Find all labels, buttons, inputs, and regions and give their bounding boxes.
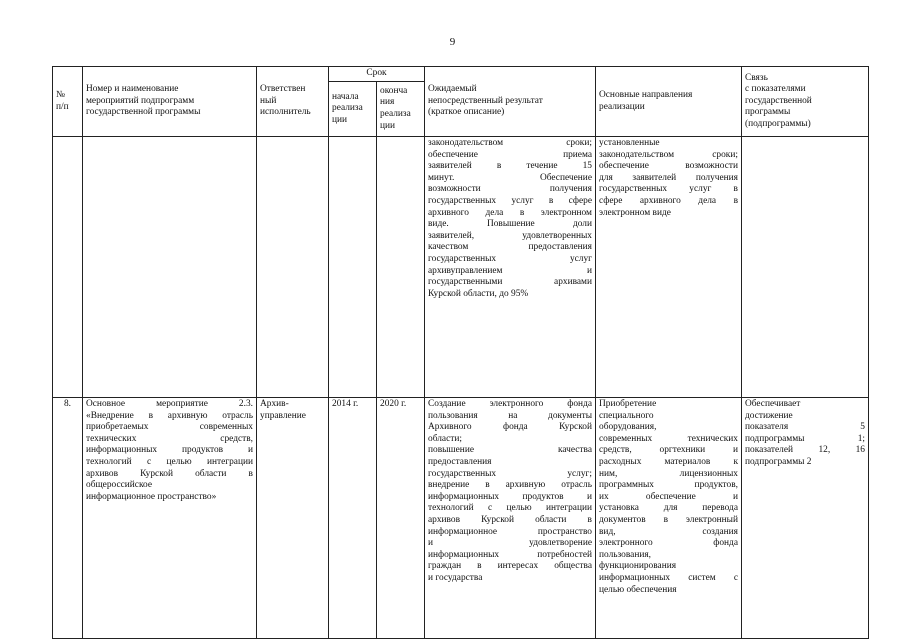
text-line: установленные — [599, 138, 660, 148]
text-line: их обеспечение и — [599, 491, 738, 502]
row8-name-lines — [86, 399, 253, 503]
text-line: ния — [380, 97, 395, 108]
text-line: и удовлетворение — [428, 538, 592, 549]
header-term-start-lines — [332, 92, 373, 127]
header-result-lines — [428, 84, 592, 119]
text-line: информационных продуктов и — [86, 445, 253, 456]
header-term-end — [377, 82, 425, 137]
text-line: средств, оргтехники и — [599, 445, 738, 456]
text-line: государственных услуг; — [428, 468, 592, 479]
text-line: государственной программы — [86, 107, 201, 118]
text-line: показателя 5 — [745, 422, 865, 433]
text-line: Создание электронного фонда — [428, 399, 592, 409]
row8-responsible — [257, 398, 329, 639]
text-line: ции — [380, 120, 396, 131]
text-line: обеспечение приема — [428, 149, 592, 160]
header-responsible — [257, 67, 329, 137]
text-line: возможности получения — [428, 184, 592, 195]
text-line: архивуправлением и — [428, 265, 592, 276]
text-line: граждан в интересах общества — [428, 561, 592, 572]
header-term-start — [329, 82, 377, 137]
text-line: законодательством сроки; — [599, 149, 738, 160]
continuation-row — [53, 137, 869, 398]
text-line: реализа — [380, 109, 411, 119]
text-line: для заявителей получения — [599, 172, 738, 183]
header-link — [742, 67, 869, 137]
text-line: № — [56, 89, 65, 100]
text-line: информационное пространство — [428, 526, 592, 537]
text-line: государственных услуг в сфере — [428, 195, 592, 206]
text-line: вид, создания — [599, 526, 738, 537]
text-line: с показателями — [745, 84, 806, 95]
text-line: технических средств, — [86, 433, 253, 444]
text-line: электронного фонда — [599, 538, 738, 549]
row8-name — [83, 398, 257, 639]
text-line: Ожидаемый — [428, 84, 477, 95]
text-line: ный — [260, 95, 277, 106]
text-line: приобретаемых современных — [86, 422, 253, 433]
text-line: достижение — [745, 410, 793, 421]
text-line: Связь — [745, 72, 768, 83]
text-line: непосредственный результат — [428, 95, 543, 106]
text-line: архивного дела в электронном — [428, 207, 592, 218]
text-line: Основное мероприятие 2.3. — [86, 399, 253, 409]
text-line: Архив- — [260, 399, 289, 409]
row8-responsible-lines — [260, 399, 325, 422]
text-line: расходных материалов к — [599, 456, 738, 467]
text-line: информационное пространство» — [86, 491, 217, 502]
text-line: информационных потребностей — [428, 549, 592, 560]
cont-result — [425, 137, 596, 398]
text-line: сфере архивного дела в — [599, 195, 738, 206]
header-directions-lines — [599, 90, 738, 113]
text-line: (подпрограммы) — [745, 118, 811, 129]
text-line: государственных услуг — [428, 253, 592, 264]
text-line: архивов Курской области в — [86, 468, 253, 479]
header-name-lines — [86, 84, 253, 119]
text-line: показателей 12, 16 — [745, 445, 865, 456]
row8-result-lines — [428, 399, 592, 585]
text-line: обеспечение возможности — [599, 161, 738, 172]
cont-responsible — [257, 137, 329, 398]
text-line: внедрение в архивную отрасль — [428, 480, 592, 491]
page-number: 9 — [449, 36, 456, 48]
text-line: Обеспечивает — [745, 399, 801, 409]
text-line: оборудования, — [599, 422, 657, 433]
text-line: специального — [599, 410, 654, 421]
text-line: «Внедрение в архивную отрасль — [86, 410, 253, 421]
cont-start — [329, 137, 377, 398]
cont-num — [53, 137, 83, 398]
text-line: управление — [260, 410, 306, 421]
text-line: технологий с целью интеграции — [86, 456, 253, 467]
cont-directions — [596, 137, 742, 398]
text-line: общероссийское — [86, 480, 153, 491]
header-term: Срок — [329, 67, 425, 82]
text-line: государственными архивами — [428, 277, 592, 288]
row8-end: 2020 г. — [377, 398, 425, 639]
cont-result-lines — [428, 138, 592, 300]
header-responsible-lines — [260, 84, 325, 119]
header-link-lines — [745, 73, 865, 131]
row8-result — [425, 398, 596, 639]
text-line: ции — [332, 114, 348, 125]
text-line: п/п — [56, 101, 69, 112]
table-row-8 — [53, 398, 869, 639]
text-line: программы — [745, 107, 791, 118]
text-line: электронном виде — [599, 207, 671, 218]
text-line: мероприятий подпрограмм — [86, 95, 195, 106]
cont-end — [377, 137, 425, 398]
text-line: Архивного фонда Курской — [428, 422, 592, 433]
text-line: государственных услуг в — [599, 184, 738, 195]
text-line: подпрограммы 1; — [745, 433, 865, 444]
header-result — [425, 67, 596, 137]
header-name — [83, 67, 257, 137]
text-line: качеством предоставления — [428, 242, 592, 253]
text-line: (краткое описание) — [428, 107, 505, 118]
text-line: ним, лицензионных — [599, 468, 738, 479]
header-directions — [596, 67, 742, 137]
text-line: заявителей, удовлетворенных — [428, 230, 592, 241]
cont-directions-lines — [599, 138, 738, 219]
cont-name — [83, 137, 257, 398]
text-line: пользования, — [599, 549, 652, 560]
text-line: программных продуктов, — [599, 480, 738, 491]
row8-directions — [596, 398, 742, 639]
header-num-lines — [56, 90, 79, 113]
text-line: информационных продуктов и — [428, 491, 592, 502]
text-line: архивов Курской области в — [428, 514, 592, 525]
text-line: документов в электронный — [599, 514, 738, 525]
text-line: Ответствен — [260, 84, 306, 95]
header-row-1 — [53, 67, 869, 82]
text-line: реализа — [332, 103, 363, 114]
text-line: Основные направления — [599, 89, 693, 100]
row8-link — [742, 398, 869, 639]
text-line: технологий с целью интеграции — [428, 503, 592, 514]
text-line: области; — [428, 433, 462, 444]
text-line: целью обеспечения — [599, 584, 677, 595]
text-line: минут. Обеспечение — [428, 172, 592, 183]
text-line: подпрограммы 2 — [745, 456, 812, 467]
measures-table — [52, 66, 869, 639]
text-line: Номер и наименование — [86, 84, 179, 95]
text-line: пользования на документы — [428, 410, 592, 421]
row8-start: 2014 г. — [329, 398, 377, 639]
text-line: установка для перевода — [599, 503, 738, 514]
text-line: начала — [332, 91, 359, 102]
text-line: виде. Повышение доли — [428, 219, 592, 230]
row8-link-lines — [745, 399, 865, 469]
text-line: исполнитель — [260, 107, 311, 118]
text-line: предоставления — [428, 456, 492, 467]
text-line: законодательством сроки; — [428, 138, 592, 148]
cont-link — [742, 137, 869, 398]
row8-directions-lines — [599, 399, 738, 596]
text-line: заявителей в течение 15 — [428, 161, 592, 172]
text-line: Приобретение — [599, 399, 657, 409]
header-num — [53, 67, 83, 137]
text-line: информационных систем с — [599, 572, 738, 583]
header-term-end-lines — [380, 86, 421, 132]
text-line: функционирования — [599, 561, 677, 572]
row8-num: 8. — [53, 398, 83, 639]
text-line: и государства — [428, 572, 483, 583]
text-line: оконча — [380, 85, 408, 96]
text-line: Курской области, до 95% — [428, 288, 529, 299]
text-line: современных технических — [599, 433, 738, 444]
text-line: повышение качества — [428, 445, 592, 456]
text-line: государственной — [745, 95, 812, 106]
text-line: реализации — [599, 101, 645, 112]
